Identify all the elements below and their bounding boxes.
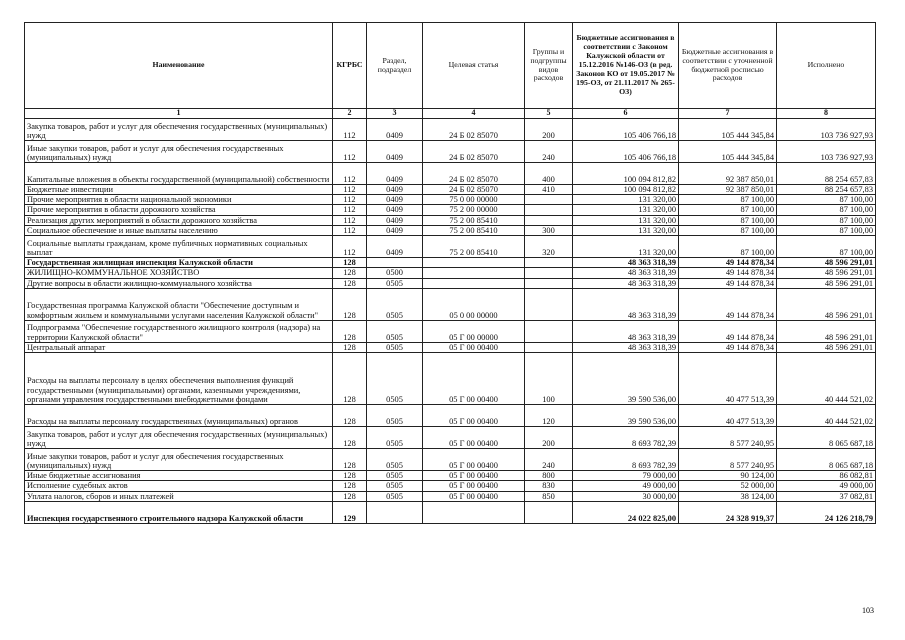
row-budget: 48 363 318,39 (573, 288, 679, 320)
table-row (25, 427, 876, 449)
table-row (25, 141, 876, 163)
row-group (525, 320, 573, 342)
row-section: 0505 (367, 288, 423, 320)
column-number: 6 (573, 109, 679, 119)
header-groups: Группы и подгруппы видов расходов (525, 23, 573, 109)
row-section: 0409 (367, 185, 423, 195)
header-executed: Исполнено (777, 23, 876, 109)
row-section: 0409 (367, 141, 423, 163)
table-row (25, 288, 876, 320)
row-kgrbs: 112 (333, 141, 367, 163)
row-budget: 131 320,00 (573, 236, 679, 258)
row-target (423, 268, 525, 278)
row-refined: 49 144 878,34 (679, 258, 777, 268)
row-group: 200 (525, 427, 573, 449)
row-section: 0505 (367, 491, 423, 501)
row-name: Иные бюджетные ассигнования (25, 471, 333, 481)
table-row (25, 195, 876, 205)
header-row (25, 23, 876, 109)
row-name: Государственная программа Калужской области "Обеспечение доступным и комфортным жильем и коммунальными услугами населения Калужской области" (25, 288, 333, 320)
row-name: Подпрограмма "Обеспечение государственного жилищного контроля (надзора) на территории Калужской области" (25, 320, 333, 342)
row-kgrbs: 128 (333, 471, 367, 481)
row-kgrbs: 128 (333, 427, 367, 449)
row-section: 0409 (367, 205, 423, 215)
row-group: 410 (525, 185, 573, 195)
row-kgrbs: 112 (333, 215, 367, 225)
row-budget: 79 000,00 (573, 471, 679, 481)
row-name: Капитальные вложения в объекты государственной (муниципальной) собственности (25, 163, 333, 185)
row-budget: 48 363 318,39 (573, 268, 679, 278)
row-executed: 40 444 521,02 (777, 353, 876, 405)
row-refined: 87 100,00 (679, 205, 777, 215)
row-refined: 87 100,00 (679, 195, 777, 205)
row-group: 240 (525, 141, 573, 163)
row-name: Исполнение судебных актов (25, 481, 333, 491)
budget-table (24, 22, 876, 524)
row-target: 75 2 00 85410 (423, 225, 525, 235)
column-number: 1 (25, 109, 333, 119)
row-name: Закупка товаров, работ и услуг для обеспечения государственных (муниципальных) нужд (25, 119, 333, 141)
row-kgrbs: 128 (333, 449, 367, 471)
row-target: 75 0 00 00000 (423, 195, 525, 205)
row-section: 0500 (367, 268, 423, 278)
row-target: 05 Г 00 00000 (423, 320, 525, 342)
row-refined: 49 144 878,34 (679, 288, 777, 320)
row-target: 05 Г 00 00400 (423, 353, 525, 405)
row-kgrbs: 128 (333, 278, 367, 288)
row-refined: 38 124,00 (679, 491, 777, 501)
column-number: 7 (679, 109, 777, 119)
table-row (25, 258, 876, 268)
row-executed: 24 126 218,79 (777, 501, 876, 523)
row-budget: 8 693 782,39 (573, 427, 679, 449)
row-target: 05 0 00 00000 (423, 288, 525, 320)
table-row (25, 501, 876, 523)
table-row (25, 342, 876, 352)
row-refined: 40 477 513,39 (679, 405, 777, 427)
row-executed: 48 596 291,01 (777, 288, 876, 320)
row-section: 0505 (367, 320, 423, 342)
table-row (25, 215, 876, 225)
row-kgrbs: 128 (333, 320, 367, 342)
row-group: 850 (525, 491, 573, 501)
row-executed: 86 082,81 (777, 471, 876, 481)
row-refined: 87 100,00 (679, 236, 777, 258)
row-target: 24 Б 02 85070 (423, 141, 525, 163)
table-row (25, 163, 876, 185)
row-budget: 131 320,00 (573, 225, 679, 235)
table-body (25, 119, 876, 524)
row-name: Иные закупки товаров, работ и услуг для обеспечения государственных (муниципальных) нужд (25, 141, 333, 163)
column-number: 4 (423, 109, 525, 119)
row-kgrbs: 128 (333, 342, 367, 352)
row-executed: 88 254 657,83 (777, 163, 876, 185)
row-name: Бюджетные инвестиции (25, 185, 333, 195)
row-budget: 48 363 318,39 (573, 278, 679, 288)
row-kgrbs: 112 (333, 185, 367, 195)
row-group (525, 342, 573, 352)
row-section: 0505 (367, 353, 423, 405)
row-refined: 52 000,00 (679, 481, 777, 491)
table-row (25, 236, 876, 258)
row-refined: 105 444 345,84 (679, 119, 777, 141)
row-section: 0505 (367, 405, 423, 427)
row-refined: 92 387 850,01 (679, 185, 777, 195)
row-target (423, 501, 525, 523)
row-refined: 8 577 240,95 (679, 427, 777, 449)
row-group (525, 215, 573, 225)
row-kgrbs: 128 (333, 268, 367, 278)
row-kgrbs: 129 (333, 501, 367, 523)
row-refined: 49 144 878,34 (679, 342, 777, 352)
row-target: 75 2 00 00000 (423, 205, 525, 215)
row-group: 200 (525, 119, 573, 141)
column-number: 5 (525, 109, 573, 119)
row-budget: 24 022 825,00 (573, 501, 679, 523)
row-executed: 87 100,00 (777, 225, 876, 235)
row-kgrbs: 112 (333, 225, 367, 235)
table-row (25, 320, 876, 342)
table-row (25, 481, 876, 491)
row-executed: 87 100,00 (777, 215, 876, 225)
row-target (423, 278, 525, 288)
table-row (25, 491, 876, 501)
row-target: 24 Б 02 85070 (423, 185, 525, 195)
row-budget: 100 094 812,82 (573, 185, 679, 195)
row-group: 240 (525, 449, 573, 471)
row-executed: 103 736 927,93 (777, 141, 876, 163)
row-executed: 37 082,81 (777, 491, 876, 501)
row-name: Центральный аппарат (25, 342, 333, 352)
row-budget: 39 590 536,00 (573, 353, 679, 405)
row-group (525, 195, 573, 205)
row-target: 05 Г 00 00400 (423, 471, 525, 481)
row-name: Инспекция государственного строительного надзора Калужской области (25, 501, 333, 523)
row-group: 400 (525, 163, 573, 185)
column-number: 2 (333, 109, 367, 119)
table-row (25, 225, 876, 235)
row-refined: 87 100,00 (679, 225, 777, 235)
row-budget: 100 094 812,82 (573, 163, 679, 185)
row-kgrbs: 128 (333, 481, 367, 491)
header-budget-law: Бюджетные ассигнования в соответствии с Законом Калужской области от 15.12.2016 №146-ОЗ (в ред. Законов КО от 19.05.2017 № 195-ОЗ, от 21.11.2017 № 265-ОЗ) (573, 23, 679, 109)
header-kgrbs: КГРБС (333, 23, 367, 109)
row-kgrbs: 112 (333, 205, 367, 215)
table-row (25, 205, 876, 215)
row-name: Уплата налогов, сборов и иных платежей (25, 491, 333, 501)
row-kgrbs: 112 (333, 236, 367, 258)
row-budget: 30 000,00 (573, 491, 679, 501)
row-refined: 49 144 878,34 (679, 320, 777, 342)
row-kgrbs: 128 (333, 405, 367, 427)
row-group: 830 (525, 481, 573, 491)
row-name: Реализация других мероприятий в области дорожного хозяйства (25, 215, 333, 225)
row-executed: 48 596 291,01 (777, 258, 876, 268)
column-number: 3 (367, 109, 423, 119)
row-target: 24 Б 02 85070 (423, 163, 525, 185)
row-executed: 8 065 687,18 (777, 427, 876, 449)
row-budget: 105 406 766,18 (573, 141, 679, 163)
table-row (25, 185, 876, 195)
page-number: 103 (862, 606, 874, 615)
row-refined: 87 100,00 (679, 215, 777, 225)
row-executed: 48 596 291,01 (777, 320, 876, 342)
row-refined: 8 577 240,95 (679, 449, 777, 471)
row-kgrbs: 128 (333, 353, 367, 405)
row-target (423, 258, 525, 268)
table-row (25, 471, 876, 481)
row-budget: 131 320,00 (573, 195, 679, 205)
table-row (25, 119, 876, 141)
row-section: 0505 (367, 481, 423, 491)
row-executed: 88 254 657,83 (777, 185, 876, 195)
row-kgrbs: 112 (333, 195, 367, 205)
row-executed: 103 736 927,93 (777, 119, 876, 141)
table-row (25, 405, 876, 427)
row-name: Социальные выплаты гражданам, кроме публичных нормативных социальных выплат (25, 236, 333, 258)
row-refined: 90 124,00 (679, 471, 777, 481)
row-group (525, 288, 573, 320)
row-executed: 87 100,00 (777, 195, 876, 205)
row-section: 0409 (367, 225, 423, 235)
row-budget: 39 590 536,00 (573, 405, 679, 427)
row-name: Государственная жилищная инспекция Калужской области (25, 258, 333, 268)
row-group: 320 (525, 236, 573, 258)
row-group: 800 (525, 471, 573, 481)
row-target: 75 2 00 85410 (423, 215, 525, 225)
row-group (525, 205, 573, 215)
row-section: 0409 (367, 163, 423, 185)
row-target: 05 Г 00 00400 (423, 405, 525, 427)
row-name: Другие вопросы в области жилищно-коммунального хозяйства (25, 278, 333, 288)
row-target: 75 2 00 85410 (423, 236, 525, 258)
row-section (367, 258, 423, 268)
row-name: ЖИЛИЩНО-КОММУНАЛЬНОЕ ХОЗЯЙСТВО (25, 268, 333, 278)
row-section: 0409 (367, 119, 423, 141)
row-group (525, 258, 573, 268)
row-refined: 40 477 513,39 (679, 353, 777, 405)
row-section: 0505 (367, 278, 423, 288)
row-budget: 131 320,00 (573, 215, 679, 225)
row-section: 0505 (367, 471, 423, 481)
row-section (367, 501, 423, 523)
row-budget: 48 363 318,39 (573, 342, 679, 352)
row-kgrbs: 128 (333, 258, 367, 268)
row-group: 100 (525, 353, 573, 405)
row-executed: 48 596 291,01 (777, 268, 876, 278)
row-refined: 49 144 878,34 (679, 268, 777, 278)
row-budget: 49 000,00 (573, 481, 679, 491)
row-target: 05 Г 00 00400 (423, 342, 525, 352)
header-name: Наименование (25, 23, 333, 109)
row-group (525, 268, 573, 278)
row-name: Расходы на выплаты персоналу в целях обеспечения выполнения функций государственными (муниципальными) органами, казенными учреждениями, органами управления государственными внебюджетными фондами (25, 353, 333, 405)
header-budget-refined: Бюджетные ассигнования в соответствии с уточненной бюджетной росписью расходов (679, 23, 777, 109)
row-kgrbs: 128 (333, 288, 367, 320)
row-section: 0409 (367, 215, 423, 225)
column-number: 8 (777, 109, 876, 119)
row-refined: 105 444 345,84 (679, 141, 777, 163)
row-name: Социальное обеспечение и иные выплаты населению (25, 225, 333, 235)
row-refined: 92 387 850,01 (679, 163, 777, 185)
row-name: Прочие мероприятия в области национальной экономики (25, 195, 333, 205)
row-name: Прочие мероприятия в области дорожного хозяйства (25, 205, 333, 215)
row-refined: 24 328 919,37 (679, 501, 777, 523)
row-section: 0505 (367, 342, 423, 352)
row-group (525, 501, 573, 523)
table-row (25, 353, 876, 405)
row-executed: 8 065 687,18 (777, 449, 876, 471)
row-group: 120 (525, 405, 573, 427)
row-target: 05 Г 00 00400 (423, 491, 525, 501)
row-name: Иные закупки товаров, работ и услуг для обеспечения государственных (муниципальных) нужд (25, 449, 333, 471)
row-target: 05 Г 00 00400 (423, 427, 525, 449)
row-executed: 87 100,00 (777, 236, 876, 258)
row-group: 300 (525, 225, 573, 235)
row-target: 05 Г 00 00400 (423, 481, 525, 491)
row-executed: 48 596 291,01 (777, 278, 876, 288)
header-target: Целевая статья (423, 23, 525, 109)
row-executed: 49 000,00 (777, 481, 876, 491)
row-section: 0409 (367, 236, 423, 258)
row-budget: 48 363 318,39 (573, 258, 679, 268)
row-kgrbs: 128 (333, 491, 367, 501)
row-budget: 48 363 318,39 (573, 320, 679, 342)
row-refined: 49 144 878,34 (679, 278, 777, 288)
table-row (25, 268, 876, 278)
row-section: 0505 (367, 449, 423, 471)
row-executed: 40 444 521,02 (777, 405, 876, 427)
row-target: 05 Г 00 00400 (423, 449, 525, 471)
row-name: Закупка товаров, работ и услуг для обеспечения государственных (муниципальных) нужд (25, 427, 333, 449)
row-name: Расходы на выплаты персоналу государственных (муниципальных) органов (25, 405, 333, 427)
header-section: Раздел, подраздел (367, 23, 423, 109)
row-section: 0409 (367, 195, 423, 205)
table-row (25, 449, 876, 471)
row-section: 0505 (367, 427, 423, 449)
row-kgrbs: 112 (333, 119, 367, 141)
row-budget: 131 320,00 (573, 205, 679, 215)
row-kgrbs: 112 (333, 163, 367, 185)
row-executed: 48 596 291,01 (777, 342, 876, 352)
row-budget: 8 693 782,39 (573, 449, 679, 471)
table-row (25, 278, 876, 288)
row-executed: 87 100,00 (777, 205, 876, 215)
row-target: 24 Б 02 85070 (423, 119, 525, 141)
row-budget: 105 406 766,18 (573, 119, 679, 141)
column-number-row (25, 109, 876, 119)
row-group (525, 278, 573, 288)
